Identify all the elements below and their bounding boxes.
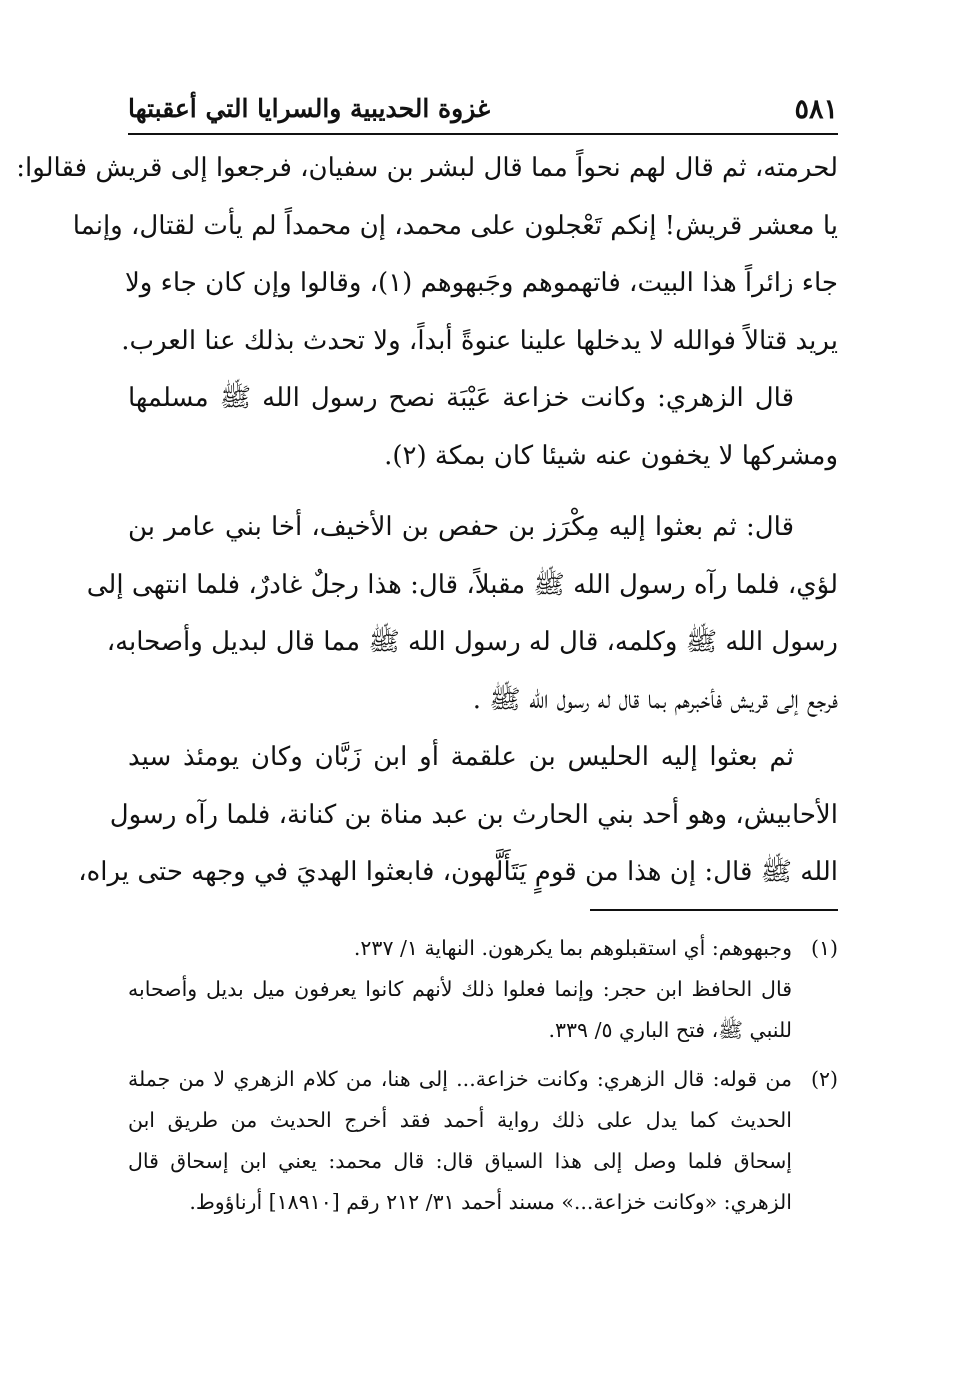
footnote-text: وجبهوهم: أي استقبلوهم بما يكرهون. النهاية ١/ ٢٣٧. [353,936,792,960]
text-line: الأحابيش، وهو أحد بني الحارث بن عبد مناة بن كنانة، فلما رآه رسول [109,799,838,830]
paragraph [86,499,838,729]
text-line: يريد قتالاً فوالله لا يدخلها علينا عنوةً أبداً، ولا تحدث بذلك عنا العرب. [121,325,838,356]
footnote-line [128,928,838,969]
text-line: رسول الله ﷺ وكلمه، قال له رسول الله ﷺ مما قال لبديل وأصحابه، [106,627,838,657]
footnote-text: من قوله: قال الزهري: وكانت خزاعة... إلى هنا، من كلام الزهري لا من جملة [128,1067,792,1091]
main-text [16,140,838,902]
page-number: ٥٨١ [794,94,838,125]
paragraph [128,370,838,485]
text-line: جاء زائراً هذا البيت، فاتهموهم وجَبهوهم (١)، وقالوا وإن كان جاء ولا [124,268,838,298]
footnote-separator [590,909,838,911]
footnote [128,928,838,1051]
footnotes [128,928,838,1223]
footnote-number: (٢) [810,1067,838,1091]
footnote-line: للنبي ﷺ، فتح الباري ٥/ ٣٣٩. [548,1018,792,1042]
paragraph [16,140,838,370]
text-line: يا معشر قريش! إنكم تَعْجلون على محمد، إن محمداً لم يأت لقتال، وإنما [72,210,838,241]
footnote-line: الزهري: «وكانت خزاعة...» مسند أحمد ٣١/ ٢١٢ رقم [١٨٩١٠] أرناؤوط. [189,1190,792,1214]
footnote-line: قال الحافظ ابن حجر: وإنما فعلوا ذلك لأنهم كانوا يعرفون ميل بديل وأصحابه [128,977,792,1001]
text-line: ومشركها لا يخفون عنه شيئا كان بمكة (٢). [384,440,838,471]
footnote-line [128,1059,838,1100]
text-line: ثم بعثوا إليه الحليس بن علقمة أو ابن زَبَّان وكان يومئذ سيد [128,742,794,772]
text-line: قال الزهري: وكانت خزاعة عَيْبَة نصح رسول الله ﷺ مسلمها [128,383,794,413]
text-line: قال: ثم بعثوا إليه مِكْرَز بن حفص بن الأخيف، أخا بني عامر بن [128,512,794,542]
footnote-line: الحديث كما يدل على ذلك رواية أحمد فقد أخرج الحديث من طريق ابن [128,1108,792,1132]
footnote [128,1059,838,1223]
paragraph [78,729,838,902]
text-line: لحرمته، ثم قال لهم نحواً مما قال لبشر بن سفيان، فرجعوا إلى قريش فقالوا: [16,153,838,183]
text-line: لؤي، فلما رآه رسول الله ﷺ مقبلاً، قال: هذا رجلٌ غادرٌ، فلما انتهى إلى [86,569,838,600]
header-rule [128,133,838,135]
footnote-number: (١) [810,936,838,960]
footnote-line: إسحاق فلما وصل إلى هذا السياق قال: قال محمد: يعني ابن إسحاق قال [128,1149,792,1173]
text-line: الله ﷺ قال: إن هذا من قومٍ يَتَأَلَّهون، فابعثوا الهديَ في وجهه حتى يراه، [78,857,838,887]
running-title: غزوة الحديبية والسرايا التي أعقبتها [128,94,491,123]
page-header [128,90,838,130]
text-line: فرجع إلى قريش فأخبرهم بما قال له رسول الله ﷺ . [472,684,838,715]
